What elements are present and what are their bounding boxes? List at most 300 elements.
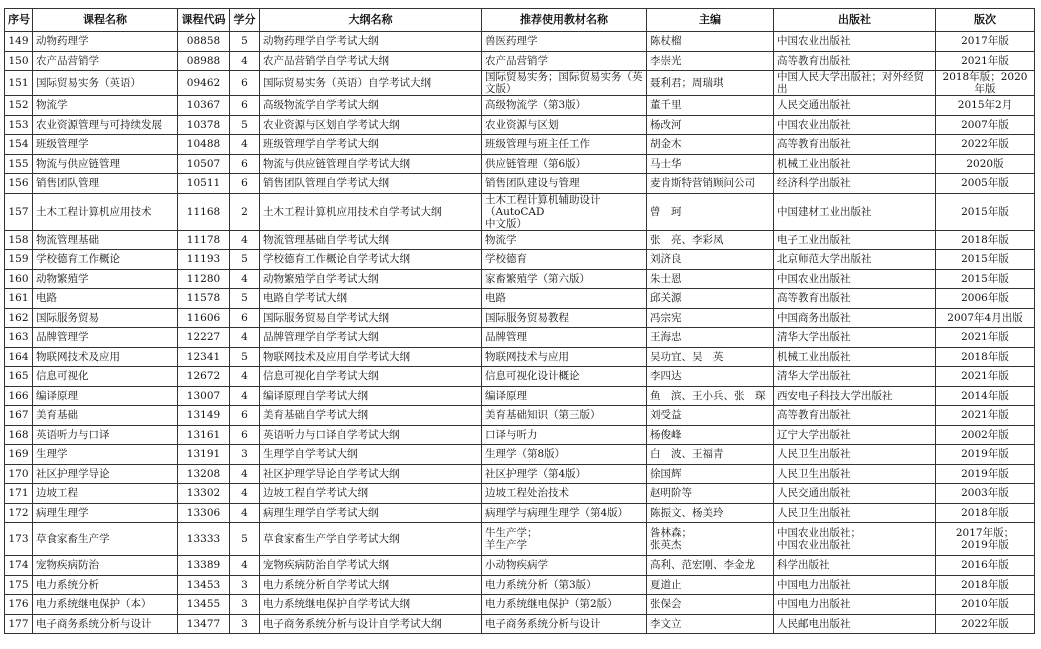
cell-no: 165 xyxy=(5,367,33,387)
cell-textbook: 供应链管理（第6版） xyxy=(482,154,647,174)
cell-credit: 4 xyxy=(230,484,260,504)
table-row xyxy=(5,425,1035,445)
header-code: 课程代码 xyxy=(178,9,230,32)
cell-editor: 陈振文、杨美玲 xyxy=(647,503,774,523)
cell-publisher: 清华大学出版社 xyxy=(774,367,936,387)
cell-code: 09462 xyxy=(178,71,230,96)
cell-course: 社区护理学导论 xyxy=(33,464,178,484)
cell-edition: 2006年版 xyxy=(936,289,1035,309)
cell-outline: 国际服务贸易自学考试大纲 xyxy=(260,308,482,328)
cell-outline: 编译原理自学考试大纲 xyxy=(260,386,482,406)
table-row xyxy=(5,174,1035,194)
cell-editor: 聂利君；周瑞琪 xyxy=(647,71,774,96)
cell-editor: 李四达 xyxy=(647,367,774,387)
cell-edition: 2018年版 xyxy=(936,230,1035,250)
cell-publisher: 中国电力出版社 xyxy=(774,595,936,615)
cell-editor: 李文立 xyxy=(647,614,774,634)
cell-publisher: 机械工业出版社 xyxy=(774,347,936,367)
cell-course: 电力系统分析 xyxy=(33,575,178,595)
table-row xyxy=(5,406,1035,426)
cell-outline: 病理生理学自学考试大纲 xyxy=(260,503,482,523)
cell-textbook: 学校德育 xyxy=(482,250,647,270)
table-row xyxy=(5,523,1035,556)
cell-no: 163 xyxy=(5,328,33,348)
cell-course: 物联网技术及应用 xyxy=(33,347,178,367)
cell-editor: 张保会 xyxy=(647,595,774,615)
cell-credit: 5 xyxy=(230,32,260,52)
cell-course: 生理学 xyxy=(33,445,178,465)
table-row xyxy=(5,115,1035,135)
cell-publisher: 人民卫生出版社 xyxy=(774,503,936,523)
cell-code: 11280 xyxy=(178,269,230,289)
cell-outline: 信息可视化自学考试大纲 xyxy=(260,367,482,387)
header-edition: 版次 xyxy=(936,9,1035,32)
cell-editor: 鱼 滨、王小兵、张 琛 xyxy=(647,386,774,406)
cell-edition: 2003年版 xyxy=(936,484,1035,504)
cell-textbook: 国际服务贸易教程 xyxy=(482,308,647,328)
table-row xyxy=(5,32,1035,52)
cell-no: 151 xyxy=(5,71,33,96)
table-row xyxy=(5,367,1035,387)
table-row xyxy=(5,96,1035,116)
cell-publisher: 高等教育出版社 xyxy=(774,51,936,71)
cell-course: 英语听力与口译 xyxy=(33,425,178,445)
cell-outline: 销售团队管理自学考试大纲 xyxy=(260,174,482,194)
cell-editor: 徐国辉 xyxy=(647,464,774,484)
cell-course: 物流学 xyxy=(33,96,178,116)
table-row xyxy=(5,595,1035,615)
cell-publisher: 中国农业出版社 xyxy=(774,269,936,289)
cell-outline: 农产品营销学自学考试大纲 xyxy=(260,51,482,71)
cell-credit: 4 xyxy=(230,556,260,576)
cell-outline: 物联网技术及应用自学考试大纲 xyxy=(260,347,482,367)
table-row xyxy=(5,464,1035,484)
cell-code: 13161 xyxy=(178,425,230,445)
cell-outline: 美育基础自学考试大纲 xyxy=(260,406,482,426)
cell-credit: 5 xyxy=(230,523,260,556)
table-row xyxy=(5,71,1035,96)
cell-code: 13007 xyxy=(178,386,230,406)
cell-editor: 董千里 xyxy=(647,96,774,116)
cell-publisher: 中国人民大学出版社；对外经贸出 xyxy=(774,71,936,96)
cell-no: 170 xyxy=(5,464,33,484)
cell-textbook: 物流学 xyxy=(482,230,647,250)
cell-edition: 2019年版 xyxy=(936,445,1035,465)
cell-textbook: 边坡工程处治技术 xyxy=(482,484,647,504)
cell-publisher: 北京师范大学出版社 xyxy=(774,250,936,270)
cell-outline: 电力系统分析自学考试大纲 xyxy=(260,575,482,595)
cell-edition: 2007年版 xyxy=(936,115,1035,135)
cell-no: 157 xyxy=(5,193,33,230)
cell-textbook: 电力系统继电保护（第2版） xyxy=(482,595,647,615)
header-editor: 主编 xyxy=(647,9,774,32)
cell-outline: 草食家畜生产学自学考试大纲 xyxy=(260,523,482,556)
cell-no: 166 xyxy=(5,386,33,406)
cell-course: 电路 xyxy=(33,289,178,309)
cell-textbook: 口译与听力 xyxy=(482,425,647,445)
cell-code: 10378 xyxy=(178,115,230,135)
cell-credit: 3 xyxy=(230,595,260,615)
table-row xyxy=(5,250,1035,270)
cell-outline: 班级管理学自学考试大纲 xyxy=(260,135,482,155)
cell-course: 土木工程计算机应用技术 xyxy=(33,193,178,230)
cell-course: 动物药理学 xyxy=(33,32,178,52)
cell-course: 动物繁殖学 xyxy=(33,269,178,289)
cell-no: 154 xyxy=(5,135,33,155)
cell-editor: 昝林森； 张英杰 xyxy=(647,523,774,556)
cell-no: 156 xyxy=(5,174,33,194)
cell-edition: 2017年版； 2019年版 xyxy=(936,523,1035,556)
cell-editor: 马士华 xyxy=(647,154,774,174)
cell-edition: 2021年版 xyxy=(936,51,1035,71)
cell-publisher: 人民交通出版社 xyxy=(774,96,936,116)
cell-outline: 英语听力与口译自学考试大纲 xyxy=(260,425,482,445)
cell-code: 12341 xyxy=(178,347,230,367)
cell-publisher: 人民卫生出版社 xyxy=(774,445,936,465)
header-no: 序号 xyxy=(5,9,33,32)
cell-publisher: 经济科学出版社 xyxy=(774,174,936,194)
cell-publisher: 高等教育出版社 xyxy=(774,289,936,309)
cell-course: 农产品营销学 xyxy=(33,51,178,71)
cell-textbook: 家畜繁殖学（第六版） xyxy=(482,269,647,289)
cell-editor: 胡金木 xyxy=(647,135,774,155)
cell-no: 174 xyxy=(5,556,33,576)
cell-edition: 2015年版 xyxy=(936,193,1035,230)
cell-no: 161 xyxy=(5,289,33,309)
cell-editor: 陈杖榴 xyxy=(647,32,774,52)
cell-publisher: 中国农业出版社 xyxy=(774,32,936,52)
table-row xyxy=(5,445,1035,465)
cell-textbook: 国际贸易实务；国际贸易实务（英文版） xyxy=(482,71,647,96)
table-row xyxy=(5,556,1035,576)
cell-edition: 2021年版 xyxy=(936,328,1035,348)
cell-no: 158 xyxy=(5,230,33,250)
cell-textbook: 品牌管理 xyxy=(482,328,647,348)
cell-course: 病理生理学 xyxy=(33,503,178,523)
cell-edition: 2021年版 xyxy=(936,406,1035,426)
cell-edition: 2018年版；2020年版 xyxy=(936,71,1035,96)
cell-edition: 2002年版 xyxy=(936,425,1035,445)
cell-editor: 邱关源 xyxy=(647,289,774,309)
header-row xyxy=(5,9,1035,32)
cell-credit: 4 xyxy=(230,269,260,289)
cell-textbook: 牛生产学； 羊生产学 xyxy=(482,523,647,556)
cell-publisher: 人民交通出版社 xyxy=(774,484,936,504)
cell-publisher: 高等教育出版社 xyxy=(774,135,936,155)
cell-no: 168 xyxy=(5,425,33,445)
cell-edition: 2016年版 xyxy=(936,556,1035,576)
cell-edition: 2022年版 xyxy=(936,614,1035,634)
table-row xyxy=(5,308,1035,328)
cell-course: 边坡工程 xyxy=(33,484,178,504)
cell-textbook: 生理学（第8版） xyxy=(482,445,647,465)
cell-course: 农业资源管理与可持续发展 xyxy=(33,115,178,135)
header-course: 课程名称 xyxy=(33,9,178,32)
cell-edition: 2014年版 xyxy=(936,386,1035,406)
cell-code: 13389 xyxy=(178,556,230,576)
cell-textbook: 物联网技术与应用 xyxy=(482,347,647,367)
cell-textbook: 社区护理学（第4版） xyxy=(482,464,647,484)
cell-credit: 3 xyxy=(230,575,260,595)
cell-outline: 动物药理学自学考试大纲 xyxy=(260,32,482,52)
cell-code: 10488 xyxy=(178,135,230,155)
table-row xyxy=(5,347,1035,367)
cell-credit: 4 xyxy=(230,328,260,348)
header-publisher: 出版社 xyxy=(774,9,936,32)
table-row xyxy=(5,51,1035,71)
cell-edition: 2017年版 xyxy=(936,32,1035,52)
cell-edition: 2005年版 xyxy=(936,174,1035,194)
cell-credit: 6 xyxy=(230,174,260,194)
cell-editor: 高利、范宏刚、李金龙 xyxy=(647,556,774,576)
cell-textbook: 农产品营销学 xyxy=(482,51,647,71)
table-row xyxy=(5,193,1035,230)
cell-code: 11606 xyxy=(178,308,230,328)
course-table-container xyxy=(4,8,1035,634)
cell-editor: 杨俊峰 xyxy=(647,425,774,445)
cell-textbook: 电力系统分析（第3版） xyxy=(482,575,647,595)
cell-outline: 电力系统继电保护自学考试大纲 xyxy=(260,595,482,615)
cell-publisher: 科学出版社 xyxy=(774,556,936,576)
cell-no: 150 xyxy=(5,51,33,71)
cell-edition: 2015年版 xyxy=(936,269,1035,289)
cell-outline: 高级物流学自学考试大纲 xyxy=(260,96,482,116)
cell-credit: 5 xyxy=(230,250,260,270)
cell-no: 160 xyxy=(5,269,33,289)
cell-course: 学校德育工作概论 xyxy=(33,250,178,270)
cell-credit: 6 xyxy=(230,154,260,174)
cell-code: 11193 xyxy=(178,250,230,270)
cell-credit: 6 xyxy=(230,71,260,96)
cell-outline: 物流管理基础自学考试大纲 xyxy=(260,230,482,250)
cell-editor: 刘受益 xyxy=(647,406,774,426)
cell-code: 13333 xyxy=(178,523,230,556)
cell-textbook: 电子商务系统分析与设计 xyxy=(482,614,647,634)
cell-publisher: 中国商务出版社 xyxy=(774,308,936,328)
cell-editor: 曾 珂 xyxy=(647,193,774,230)
cell-editor: 杨改河 xyxy=(647,115,774,135)
header-outline: 大纲名称 xyxy=(260,9,482,32)
cell-course: 国际贸易实务（英语） xyxy=(33,71,178,96)
cell-editor: 李崇光 xyxy=(647,51,774,71)
cell-publisher: 高等教育出版社 xyxy=(774,406,936,426)
cell-credit: 4 xyxy=(230,503,260,523)
cell-edition: 2021年版 xyxy=(936,367,1035,387)
cell-no: 153 xyxy=(5,115,33,135)
cell-no: 172 xyxy=(5,503,33,523)
cell-textbook: 美育基础知识（第三版） xyxy=(482,406,647,426)
cell-credit: 6 xyxy=(230,406,260,426)
cell-credit: 4 xyxy=(230,367,260,387)
cell-textbook: 高级物流学（第3版） xyxy=(482,96,647,116)
cell-credit: 5 xyxy=(230,347,260,367)
cell-code: 13477 xyxy=(178,614,230,634)
cell-course: 班级管理学 xyxy=(33,135,178,155)
cell-editor: 麦肯斯特营销顾问公司 xyxy=(647,174,774,194)
table-row xyxy=(5,503,1035,523)
cell-edition: 2007年4月出版 xyxy=(936,308,1035,328)
cell-code: 13306 xyxy=(178,503,230,523)
cell-textbook: 编译原理 xyxy=(482,386,647,406)
cell-textbook: 土木工程计算机辅助设计（AutoCAD 中文版） xyxy=(482,193,647,230)
cell-credit: 4 xyxy=(230,386,260,406)
cell-editor: 朱士恩 xyxy=(647,269,774,289)
cell-course: 品牌管理学 xyxy=(33,328,178,348)
cell-textbook: 病理学与病理生理学（第4版） xyxy=(482,503,647,523)
table-row xyxy=(5,484,1035,504)
cell-editor: 张 亮、李彩凤 xyxy=(647,230,774,250)
cell-code: 13191 xyxy=(178,445,230,465)
cell-outline: 电子商务系统分析与设计自学考试大纲 xyxy=(260,614,482,634)
cell-textbook: 销售团队建设与管理 xyxy=(482,174,647,194)
cell-outline: 电路自学考试大纲 xyxy=(260,289,482,309)
cell-publisher: 中国电力出版社 xyxy=(774,575,936,595)
course-table xyxy=(4,8,1035,634)
table-row xyxy=(5,328,1035,348)
cell-code: 13453 xyxy=(178,575,230,595)
cell-code: 13302 xyxy=(178,484,230,504)
cell-course: 信息可视化 xyxy=(33,367,178,387)
cell-publisher: 人民卫生出版社 xyxy=(774,464,936,484)
cell-code: 10367 xyxy=(178,96,230,116)
cell-code: 11168 xyxy=(178,193,230,230)
cell-publisher: 中国农业出版社； 中国农业出版社 xyxy=(774,523,936,556)
table-row xyxy=(5,269,1035,289)
cell-textbook: 兽医药理学 xyxy=(482,32,647,52)
cell-no: 155 xyxy=(5,154,33,174)
cell-no: 169 xyxy=(5,445,33,465)
cell-course: 编译原理 xyxy=(33,386,178,406)
cell-credit: 4 xyxy=(230,230,260,250)
cell-code: 11178 xyxy=(178,230,230,250)
cell-editor: 刘济良 xyxy=(647,250,774,270)
cell-textbook: 班级管理与班主任工作 xyxy=(482,135,647,155)
cell-publisher: 清华大学出版社 xyxy=(774,328,936,348)
table-row xyxy=(5,575,1035,595)
cell-credit: 3 xyxy=(230,445,260,465)
cell-no: 177 xyxy=(5,614,33,634)
cell-credit: 6 xyxy=(230,425,260,445)
cell-publisher: 西安电子科技大学出版社 xyxy=(774,386,936,406)
cell-outline: 宠物疾病防治自学考试大纲 xyxy=(260,556,482,576)
table-row xyxy=(5,135,1035,155)
cell-course: 国际服务贸易 xyxy=(33,308,178,328)
cell-outline: 社区护理学导论自学考试大纲 xyxy=(260,464,482,484)
cell-edition: 2015年版 xyxy=(936,250,1035,270)
cell-code: 10511 xyxy=(178,174,230,194)
table-row xyxy=(5,386,1035,406)
cell-textbook: 信息可视化设计概论 xyxy=(482,367,647,387)
cell-publisher: 中国农业出版社 xyxy=(774,115,936,135)
cell-edition: 2018年版 xyxy=(936,347,1035,367)
cell-editor: 吴功宜、吴 英 xyxy=(647,347,774,367)
header-credit: 学分 xyxy=(230,9,260,32)
cell-textbook: 电路 xyxy=(482,289,647,309)
cell-code: 08988 xyxy=(178,51,230,71)
cell-no: 175 xyxy=(5,575,33,595)
cell-course: 美育基础 xyxy=(33,406,178,426)
cell-edition: 2019年版 xyxy=(936,464,1035,484)
cell-publisher: 电子工业出版社 xyxy=(774,230,936,250)
cell-code: 11578 xyxy=(178,289,230,309)
cell-code: 13149 xyxy=(178,406,230,426)
cell-code: 13208 xyxy=(178,464,230,484)
cell-edition: 2018年版 xyxy=(936,575,1035,595)
table-row xyxy=(5,289,1035,309)
cell-editor: 赵明阶等 xyxy=(647,484,774,504)
cell-course: 物流管理基础 xyxy=(33,230,178,250)
cell-code: 13455 xyxy=(178,595,230,615)
cell-no: 167 xyxy=(5,406,33,426)
cell-edition: 2010年版 xyxy=(936,595,1035,615)
table-row xyxy=(5,230,1035,250)
cell-editor: 王海忠 xyxy=(647,328,774,348)
header-textbook: 推荐使用教材名称 xyxy=(482,9,647,32)
cell-credit: 4 xyxy=(230,464,260,484)
cell-credit: 2 xyxy=(230,193,260,230)
cell-course: 宠物疾病防治 xyxy=(33,556,178,576)
cell-outline: 动物繁殖学自学考试大纲 xyxy=(260,269,482,289)
cell-edition: 2020版 xyxy=(936,154,1035,174)
cell-editor: 冯宗宪 xyxy=(647,308,774,328)
cell-outline: 学校德育工作概论自学考试大纲 xyxy=(260,250,482,270)
cell-edition: 2015年2月 xyxy=(936,96,1035,116)
cell-course: 草食家畜生产学 xyxy=(33,523,178,556)
cell-credit: 5 xyxy=(230,289,260,309)
cell-credit: 4 xyxy=(230,51,260,71)
cell-no: 159 xyxy=(5,250,33,270)
cell-edition: 2022年版 xyxy=(936,135,1035,155)
cell-publisher: 机械工业出版社 xyxy=(774,154,936,174)
cell-outline: 品牌管理学自学考试大纲 xyxy=(260,328,482,348)
cell-code: 12672 xyxy=(178,367,230,387)
cell-credit: 6 xyxy=(230,96,260,116)
cell-outline: 国际贸易实务（英语）自学考试大纲 xyxy=(260,71,482,96)
table-header xyxy=(5,9,1035,32)
cell-code: 12227 xyxy=(178,328,230,348)
table-body xyxy=(5,32,1035,634)
cell-code: 10507 xyxy=(178,154,230,174)
cell-no: 152 xyxy=(5,96,33,116)
cell-course: 销售团队管理 xyxy=(33,174,178,194)
cell-course: 电子商务系统分析与设计 xyxy=(33,614,178,634)
cell-no: 171 xyxy=(5,484,33,504)
table-row xyxy=(5,154,1035,174)
cell-textbook: 农业资源与区划 xyxy=(482,115,647,135)
cell-editor: 夏道止 xyxy=(647,575,774,595)
cell-outline: 边坡工程自学考试大纲 xyxy=(260,484,482,504)
cell-outline: 土木工程计算机应用技术自学考试大纲 xyxy=(260,193,482,230)
cell-publisher: 人民邮电出版社 xyxy=(774,614,936,634)
cell-credit: 5 xyxy=(230,115,260,135)
cell-publisher: 中国建材工业出版社 xyxy=(774,193,936,230)
cell-no: 162 xyxy=(5,308,33,328)
cell-code: 08858 xyxy=(178,32,230,52)
cell-outline: 农业资源与区划自学考试大纲 xyxy=(260,115,482,135)
cell-no: 149 xyxy=(5,32,33,52)
cell-course: 物流与供应链管理 xyxy=(33,154,178,174)
table-row xyxy=(5,614,1035,634)
cell-editor: 白 波、王福青 xyxy=(647,445,774,465)
cell-publisher: 辽宁大学出版社 xyxy=(774,425,936,445)
cell-credit: 6 xyxy=(230,308,260,328)
cell-no: 176 xyxy=(5,595,33,615)
cell-course: 电力系统继电保护（本） xyxy=(33,595,178,615)
cell-credit: 4 xyxy=(230,135,260,155)
cell-outline: 生理学自学考试大纲 xyxy=(260,445,482,465)
cell-credit: 3 xyxy=(230,614,260,634)
cell-edition: 2018年版 xyxy=(936,503,1035,523)
